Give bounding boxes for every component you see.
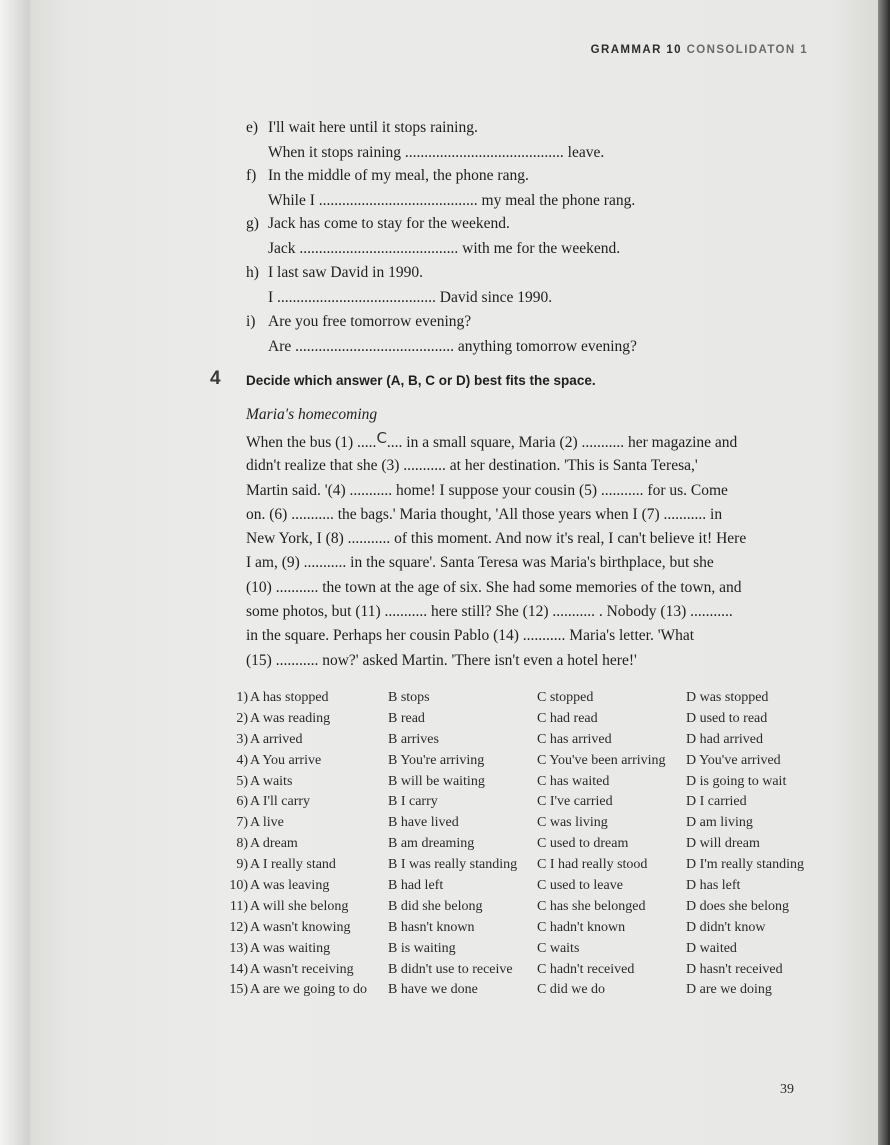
option-d: D am living xyxy=(686,815,753,831)
option-b: B didn't use to receive xyxy=(388,961,513,977)
running-head-chapter: GRAMMAR 10 xyxy=(590,44,682,56)
item-label: f) xyxy=(246,167,257,184)
option-b: B read xyxy=(388,710,425,726)
option-a: A arrived xyxy=(250,731,303,747)
option-number: 4) xyxy=(236,752,248,768)
option-b: B hasn't known xyxy=(388,919,475,935)
option-b: B have we done xyxy=(388,982,478,998)
option-number: 10) xyxy=(229,878,248,894)
option-a: A are we going to do xyxy=(250,982,368,998)
option-a: A has stopped xyxy=(250,690,329,705)
option-b: B arrives xyxy=(388,731,439,747)
option-b: B will be waiting xyxy=(388,773,485,789)
option-c: C waits xyxy=(537,940,580,956)
option-c: C You've been arriving xyxy=(537,752,666,768)
story-line: didn't realize that she (3) ........... at her destination. 'This is Santa Teresa,' xyxy=(246,457,698,475)
option-c: C hadn't received xyxy=(537,961,635,977)
page-edge-shadow xyxy=(878,0,890,1145)
exercise-item-f xyxy=(246,164,635,213)
option-d: D didn't know xyxy=(686,919,766,935)
exercise-item-e xyxy=(246,116,604,165)
option-d: D was stopped xyxy=(686,690,769,705)
item-answer-line: I ......................................... David since 1990. xyxy=(268,288,553,306)
item-prompt: Are you free tomorrow evening? xyxy=(268,313,472,330)
option-c: C has waited xyxy=(537,773,610,789)
option-d: D has left xyxy=(686,878,741,894)
option-a: A wasn't knowing xyxy=(250,919,351,935)
option-a: A was waiting xyxy=(250,940,331,956)
option-c: C used to dream xyxy=(537,836,629,852)
option-a: A will she belong xyxy=(250,898,349,914)
option-c: C had read xyxy=(537,710,598,726)
item-answer-line: Are ......................................... anything tomorrow evening? xyxy=(268,337,637,355)
option-number: 11) xyxy=(229,898,248,914)
option-c: C used to leave xyxy=(537,878,623,894)
item-label: e) xyxy=(246,119,259,136)
story-title: Maria's homecoming xyxy=(246,406,378,423)
story-line: New York, I (8) ........... of this moment. And now it's real, I can't believe it! Here xyxy=(246,530,747,548)
option-b: B am dreaming xyxy=(388,836,475,852)
option-a: A I really stand xyxy=(250,857,336,873)
story-line: on. (6) ........... the bags.' Maria thought, 'All those years when I (7) ........... in xyxy=(246,505,723,523)
option-a: A was reading xyxy=(250,710,331,726)
item-prompt: Jack has come to stay for the weekend. xyxy=(268,215,510,232)
option-a: A You arrive xyxy=(250,752,322,768)
running-head-section: CONSOLIDATON 1 xyxy=(686,44,808,56)
option-number: 3) xyxy=(236,731,248,747)
option-d: D had arrived xyxy=(686,731,763,747)
section-instruction: Decide which answer (A, B, C or D) best fits the space. xyxy=(246,373,596,388)
option-d: D does she belong xyxy=(686,898,790,914)
story-line: (15) ........... now?' asked Martin. 'There isn't even a hotel here!' xyxy=(246,651,637,669)
option-number: 1) xyxy=(236,690,248,705)
option-b: B is waiting xyxy=(388,940,456,956)
exercise-item-h xyxy=(246,261,552,310)
story-line: (10) ........... the town at the age of six. She had some memories of the town, and xyxy=(246,578,742,596)
option-d: D is going to wait xyxy=(686,773,787,789)
option-number: 12) xyxy=(229,919,248,935)
option-b: B stops xyxy=(388,690,430,705)
item-prompt: In the middle of my meal, the phone rang. xyxy=(268,167,529,184)
option-c: C I've carried xyxy=(537,794,613,810)
option-a: A waits xyxy=(250,773,293,789)
exercise-item-i xyxy=(246,310,637,359)
section-number: 4 xyxy=(210,368,221,389)
book-spine-shadow xyxy=(0,0,30,1145)
option-b: B I carry xyxy=(388,794,438,810)
option-b: B had left xyxy=(388,878,444,894)
option-number: 15) xyxy=(229,982,248,998)
option-d: D used to read xyxy=(686,710,768,726)
exercise-item-g xyxy=(246,212,620,261)
option-b: B You're arriving xyxy=(388,752,485,768)
option-d: D are we doing xyxy=(686,982,772,998)
option-a: A live xyxy=(250,815,284,831)
story-line-segment: When the bus (1) ..... xyxy=(246,434,377,451)
option-c: C has she belonged xyxy=(537,898,646,914)
option-d: D I carried xyxy=(686,794,747,810)
option-d: D I'm really standing xyxy=(686,857,804,873)
handwritten-answer: C xyxy=(376,429,387,447)
option-number: 13) xyxy=(229,940,248,956)
story-line: I am, (9) ........... in the square'. Santa Teresa was Maria's birthplace, but she xyxy=(246,554,714,572)
item-label: g) xyxy=(246,215,259,232)
item-prompt: I last saw David in 1990. xyxy=(268,264,423,281)
option-c: C I had really stood xyxy=(537,857,648,873)
story-text xyxy=(246,430,806,673)
item-prompt: I'll wait here until it stops raining. xyxy=(268,119,478,136)
option-number: 9) xyxy=(236,857,248,873)
option-c: C hadn't known xyxy=(537,919,626,935)
option-a: A wasn't receiving xyxy=(250,961,354,977)
item-label: h) xyxy=(246,264,259,281)
story-line: in the square. Perhaps her cousin Pablo (14) ........... Maria's letter. 'What xyxy=(246,627,695,645)
option-number: 5) xyxy=(236,773,248,789)
option-d: D You've arrived xyxy=(686,752,781,768)
story-line: some photos, but (11) ........... here still? She (12) ........... . Nobody (13) ........... xyxy=(246,603,733,621)
option-d: D hasn't received xyxy=(686,961,783,977)
option-number: 2) xyxy=(236,710,248,726)
option-a: A I'll carry xyxy=(250,794,311,810)
option-c: C was living xyxy=(537,815,608,831)
option-c: C did we do xyxy=(537,982,606,998)
option-d: D will dream xyxy=(686,836,760,852)
option-number: 14) xyxy=(229,961,248,977)
option-a: A was leaving xyxy=(250,878,330,894)
item-answer-line: Jack ......................................... with me for the weekend. xyxy=(268,239,621,257)
option-c: C has arrived xyxy=(537,731,612,747)
story-line xyxy=(246,430,806,454)
option-a: A dream xyxy=(250,836,298,852)
item-answer-line: While I ......................................... my meal the phone rang. xyxy=(268,191,636,209)
item-answer-line: When it stops raining ......................................... leave. xyxy=(268,143,605,161)
option-number: 7) xyxy=(236,815,248,831)
item-label: i) xyxy=(246,313,256,330)
option-b: B did she belong xyxy=(388,898,483,914)
page-number: 39 xyxy=(780,1082,794,1097)
option-number: 6) xyxy=(236,794,248,810)
option-d: D waited xyxy=(686,940,737,956)
option-b: B I was really standing xyxy=(388,857,518,873)
option-number: 8) xyxy=(236,836,248,852)
option-b: B have lived xyxy=(388,815,459,831)
story-line-segment: .... in a small square, Maria (2) ........... her magazine and xyxy=(386,434,738,451)
option-c: C stopped xyxy=(537,690,594,705)
story-line: Martin said. '(4) ........... home! I suppose your cousin (5) ........... for us. Come xyxy=(246,481,728,499)
running-head xyxy=(591,44,808,56)
